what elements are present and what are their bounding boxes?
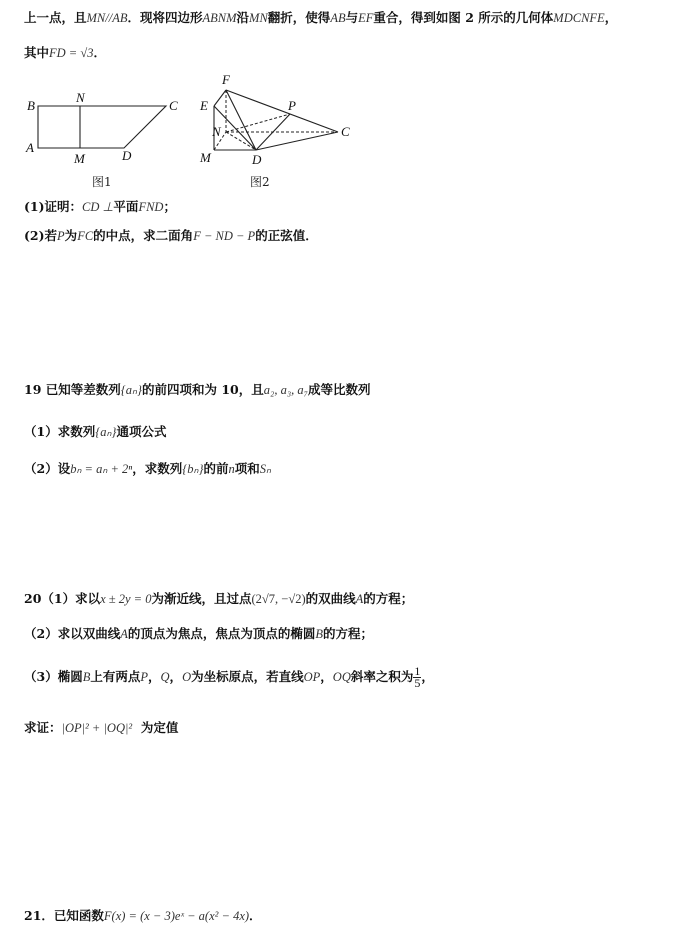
math-norm-sum: |OP|² + |OQ|² [61, 721, 133, 735]
math-p: P [140, 670, 148, 684]
label-m: M [200, 150, 211, 165]
label-d: D [252, 152, 262, 167]
math-ellipse-b: B [82, 670, 91, 684]
math-curve-a: A [120, 627, 128, 641]
text: （1）求数列 [24, 424, 96, 439]
math-n: n [228, 462, 235, 476]
intro-line-2 [24, 44, 682, 62]
label-n: N [76, 90, 85, 105]
math-bn: bₙ = aₙ + 2ⁿ [70, 462, 133, 476]
text: 通项公式 [116, 424, 167, 439]
q19-part2 [24, 460, 682, 478]
label-b: B [27, 98, 35, 113]
label-m: M [74, 151, 85, 166]
text: 的中点，求二面角 [93, 228, 194, 243]
figure-1-diagram [22, 90, 192, 170]
q19-stem [24, 381, 682, 399]
text: 上有两点 [90, 669, 141, 684]
text: 平面 [113, 199, 139, 214]
label-c: C [341, 124, 350, 139]
edge-dc [256, 132, 338, 150]
math-dihedral: F − ND − P [193, 229, 256, 243]
label-f: F [222, 72, 230, 87]
math-o: O [182, 670, 192, 684]
trapezoid-abcd [38, 106, 166, 148]
text: 的双曲线 [305, 591, 356, 606]
text: ； [163, 199, 176, 214]
text: ， [148, 669, 161, 684]
figure-2-diagram [196, 72, 366, 172]
text: ， [169, 669, 183, 684]
math-terms: a₂, a₃, a₇ [263, 383, 309, 397]
label-c: C [169, 98, 178, 113]
text: 翻折，使得 [267, 10, 331, 25]
edge-fc [226, 90, 338, 132]
text: ． [93, 45, 106, 60]
q20-part1 [24, 590, 682, 608]
label-e: E [200, 98, 208, 113]
text: 为坐标原点，若直线 [191, 669, 304, 684]
text: （3）椭圆 [24, 669, 83, 684]
text: ． [249, 908, 262, 923]
math-function: F(x) = (x − 3)eˣ − a(x² − 4x) [103, 909, 250, 923]
text: 的方程； [323, 626, 374, 641]
math-q: Q [160, 670, 170, 684]
text: 上一点，且 [24, 10, 87, 25]
text: ．现将四边形 [127, 10, 203, 25]
q21-stem [24, 907, 682, 925]
math-fc: FC [77, 229, 94, 243]
text: 成等比数列 [308, 382, 371, 397]
text: （2）设 [24, 461, 71, 476]
math-op: OP [303, 670, 321, 684]
text: 重合，得到如图 2 所示的几何体 [373, 10, 554, 25]
text: 沿 [236, 10, 250, 25]
math-point: (2√7, −√2) [251, 592, 306, 606]
text: 其中 [24, 45, 50, 60]
math-parallel: MN//AB [86, 11, 128, 25]
math-seq: {aₙ} [120, 383, 142, 397]
math-solid: MDCNFE [553, 11, 605, 25]
text: 的前 [203, 461, 229, 476]
text: 的正弦值． [255, 228, 318, 243]
label-a: A [26, 140, 34, 155]
text: 求证： [24, 720, 62, 735]
text: ， [604, 10, 618, 25]
text: 20（1）求以 [24, 591, 101, 606]
math-cd-perp: CD ⊥ [82, 200, 114, 214]
label-n: N [212, 124, 221, 139]
math-sn: Sₙ [259, 462, 271, 476]
math-seq: {aₙ} [95, 425, 117, 439]
math-p: P [57, 229, 65, 243]
text: 斜率之积为 [350, 669, 414, 684]
math-quad: ABNM [202, 11, 237, 25]
math-ef: EF [358, 11, 374, 25]
figure-1-caption: 图1 [92, 175, 112, 189]
text: 19 已知等差数列 [24, 382, 121, 397]
text: ， [320, 669, 333, 684]
math-plane: FND [138, 200, 164, 214]
text: 的前四项和为 10，且 [141, 382, 264, 397]
text: ， [421, 669, 434, 684]
text: (1)证明： [24, 199, 83, 214]
q20-part3 [24, 664, 682, 690]
q20-proof [24, 719, 682, 737]
text: 与 [345, 10, 359, 25]
figure-2 [196, 72, 366, 172]
text: (2)若 [24, 228, 58, 243]
math-asymptote: x ± 2y = 0 [100, 592, 152, 606]
text: 的方程； [363, 591, 414, 606]
math-mn: MN [249, 11, 268, 25]
label-d: D [122, 148, 132, 163]
fraction-numerator: 1 [414, 664, 421, 678]
text: 项和 [234, 461, 260, 476]
text: 21．已知函数 [24, 908, 104, 923]
text: ，求数列 [132, 461, 183, 476]
q20-part2 [24, 625, 682, 643]
math-oq: OQ [332, 670, 351, 684]
q18-part1 [24, 198, 682, 216]
text: （2）求以双曲线 [24, 626, 121, 641]
q18-part2 [24, 227, 682, 245]
label-p: P [288, 98, 296, 113]
intro-line-1 [24, 9, 682, 27]
figure-1 [22, 90, 192, 170]
math-seq-b: {bₙ} [182, 462, 204, 476]
math-curve-a: A [355, 592, 364, 606]
math-fd: FD = √3 [49, 46, 94, 60]
text: 为定值 [140, 720, 179, 735]
text: 的顶点为焦点，焦点为顶点的椭圆 [127, 626, 316, 641]
fraction-denominator: 5 [414, 676, 421, 690]
text: 为渐近线，且过点 [151, 591, 252, 606]
q19-part1 [24, 423, 682, 441]
figure-2-caption: 图2 [250, 175, 270, 189]
math-ab: AB [330, 11, 346, 25]
edge-fe [214, 90, 226, 106]
math-ellipse-b: B [315, 627, 323, 641]
text: 为 [64, 228, 78, 243]
